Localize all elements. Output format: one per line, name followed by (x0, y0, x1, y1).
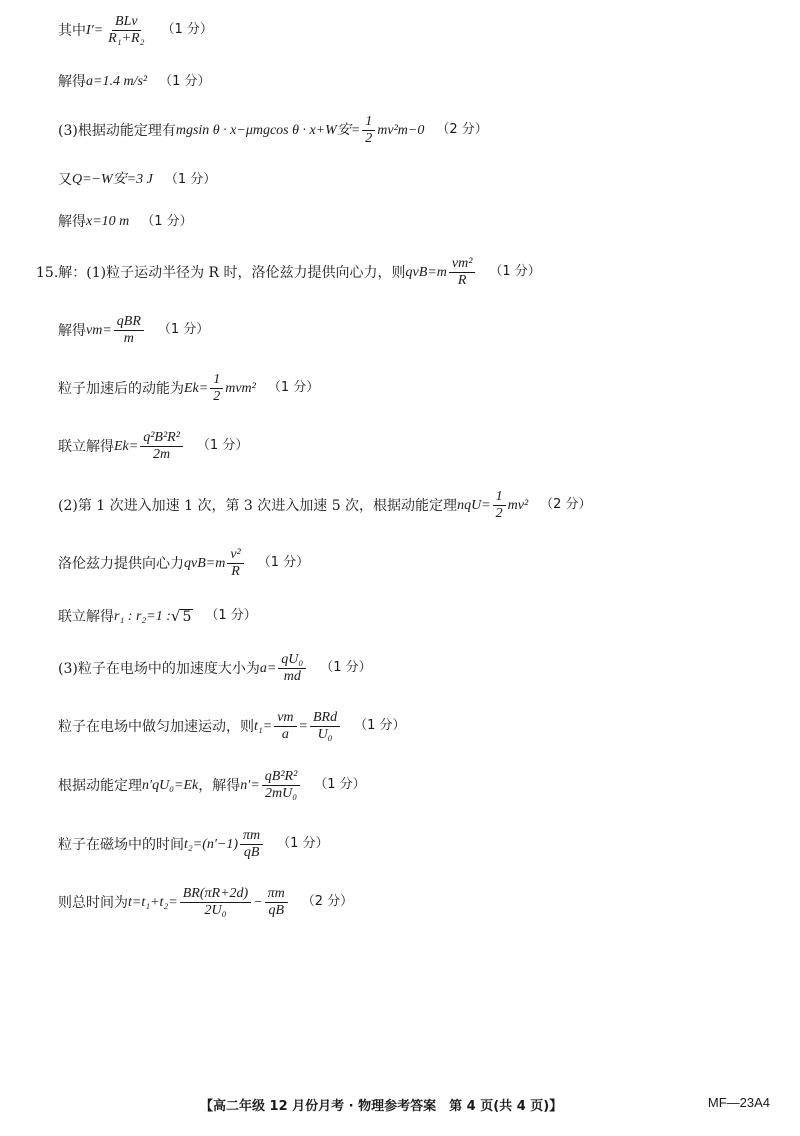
answer-line-17: 则总时间为 t=t₁+t₂= $\frac{BR(\pi R+2d)}{\text{2U₀}}$ − $\frac{\pi m}{qB}$ （2 分） (58, 886, 354, 919)
answer-line-10: (2)第 1 次进入加速 1 次，第 3 次进入加速 5 次，根据动能定理 nqU= $\frac{1}{2}$ mv² （2 分） (58, 489, 592, 522)
answer-line-8: 粒子加速后的动能为 Ek= $\frac{1}{2}$ mvm² （1 分） (58, 372, 320, 405)
formula-tail: mv²m−0 (377, 122, 425, 138)
score-mark: （1 分） (141, 213, 193, 229)
formula: t₂=(n′−1) (184, 836, 239, 852)
answer-line-11: 洛伦兹力提供向心力 qvB=m $\frac{\text{v²}}{R}$ （1 分） (58, 547, 310, 580)
score-mark: （1 分） (157, 322, 210, 338)
formula: vm= (86, 322, 112, 338)
fraction: $\frac{1}{2}$ (362, 114, 375, 147)
score-mark: （2 分） (301, 894, 354, 910)
answer-line-15: 根据动能定理 n′qU₀=Ek ，解得 n′= $\frac{\text{qB²R²}}{\text{2mU₀}}$ （1 分） (58, 769, 366, 802)
page-footer-title: 【高二年级 12 月份月考 · 物理参考答案 第 4 页(共 4 页)】 (200, 1099, 563, 1114)
formula: n′= (240, 777, 260, 793)
score-mark: （1 分） (314, 777, 366, 793)
score-mark: （1 分） (257, 555, 310, 571)
score-mark: （2 分） (436, 122, 488, 138)
score-mark: （1 分） (196, 438, 249, 454)
score-mark: （2 分） (540, 497, 592, 513)
answer-line-13: (3)粒子在电场中的加速度大小为 a= $\frac{\text{qU₀}}{md}$ （1 分） (58, 652, 372, 685)
answer-line-14: 粒子在电场中做匀加速运动，则 t₁= $\frac{vm}{a}$ = $\frac{\text{BRd}}{\text{U₀}}$ （1 分） (58, 710, 406, 743)
formula: x=10 m (86, 214, 130, 229)
answer-line-7: 解得 vm= $\frac{\text{qBR}}{m}$ （1 分） (58, 314, 210, 347)
score-mark: （1 分） (277, 836, 329, 852)
formula-tail: mv² (507, 497, 529, 513)
score-mark: （1 分） (320, 660, 372, 676)
fraction: $\frac{1}{2}$ (210, 372, 223, 405)
fraction: $\frac{\text{v²}}{R}$ (227, 547, 243, 580)
fraction: $\frac{\text{vm²}}{R}$ (449, 256, 476, 289)
answer-line-16: 粒子在磁场中的时间 t₂=(n′−1) $\frac{\pi m}{qB}$ （1 分） (58, 828, 329, 861)
formula-lhs: I′= (86, 22, 104, 38)
fraction: $\frac{vm}{a}$ (274, 710, 296, 743)
fraction: $\frac{BR(\pi R+2d)}{\text{2U₀}}$ (180, 886, 251, 919)
formula-tail: mvm² (225, 380, 256, 396)
fraction: $\frac{\text{qB²R²}}{\text{2mU₀}}$ (262, 769, 301, 802)
formula: Ek= (184, 380, 209, 396)
answer-line-5: 解得 x=10 m （1 分） (58, 213, 193, 230)
answer-line-2: 解得 a=1.4 m/s² （1 分） (58, 73, 211, 90)
formula: t=t₁+t₂= (128, 894, 178, 910)
answer-line-12: 联立解得 r₁ : r₂=1 : √ 5 （1 分） (58, 607, 257, 625)
score-mark: （1 分） (161, 22, 213, 38)
fraction: $\frac{\text{BLv}}{\text{R₁+R₂}}$ (108, 14, 145, 47)
radical-sign-icon: √ (170, 607, 181, 625)
score-mark: （1 分） (354, 718, 406, 734)
fraction: $\frac{1}{2}$ (493, 489, 506, 522)
formula: r₁ : r₂=1 : (114, 608, 171, 624)
answer-line-4: 又 Q=−W安=3 J （1 分） (58, 171, 217, 188)
fraction: $\frac{\text{q²B²R²}}{2m}$ (140, 430, 183, 463)
answer-line-6: 15.解：(1)粒子运动半径为 R 时，洛伦兹力提供向心力，则 qvB=m $\frac{\text{vm²}}{R}$ （1 分） (36, 256, 541, 289)
page-footer-code: MF—23A4 (707, 1095, 770, 1110)
formula: a=1.4 m/s² (86, 74, 148, 89)
score-mark: （1 分） (159, 73, 211, 89)
formula: nqU= (457, 497, 491, 513)
square-root: √ 5 (170, 607, 192, 625)
answer-line-3: (3)根据动能定理有 mgsin θ · x−μmgcos θ · x+W安= $\frac{1}{2}$ mv²m−0 （2 分） (58, 114, 488, 147)
formula: Q=−W安=3 J (72, 172, 153, 187)
formula: t₁= (254, 718, 273, 734)
formula: qvB=m (184, 555, 226, 571)
fraction: $\frac{\text{qU₀}}{md}$ (278, 652, 306, 685)
fraction: $\frac{\text{BRd}}{\text{U₀}}$ (310, 710, 340, 743)
fraction: $\frac{\pi m}{qB}$ (265, 886, 288, 919)
answer-line-9: 联立解得 Ek= $\frac{\text{q²B²R²}}{2m}$ （1 分） (58, 430, 249, 463)
score-mark: （1 分） (267, 380, 320, 396)
formula: Ek= (114, 438, 139, 454)
formula: n′qU₀=Ek (142, 777, 199, 793)
score-mark: （1 分） (489, 264, 541, 280)
formula: qvB=m (405, 264, 447, 280)
fraction: $\frac{\pi m}{qB}$ (240, 828, 263, 861)
answer-line-1: 其中 I′= $\frac{\text{BLv}}{\text{R₁+R₂}}$ （1 分） (58, 14, 213, 47)
fraction: $\frac{\text{qBR}}{m}$ (114, 314, 144, 347)
formula: mgsin θ · x−μmgcos θ · x+W安= (175, 122, 361, 138)
score-mark: （1 分） (164, 171, 217, 187)
formula: a= (259, 660, 277, 676)
score-mark: （1 分） (205, 608, 257, 624)
